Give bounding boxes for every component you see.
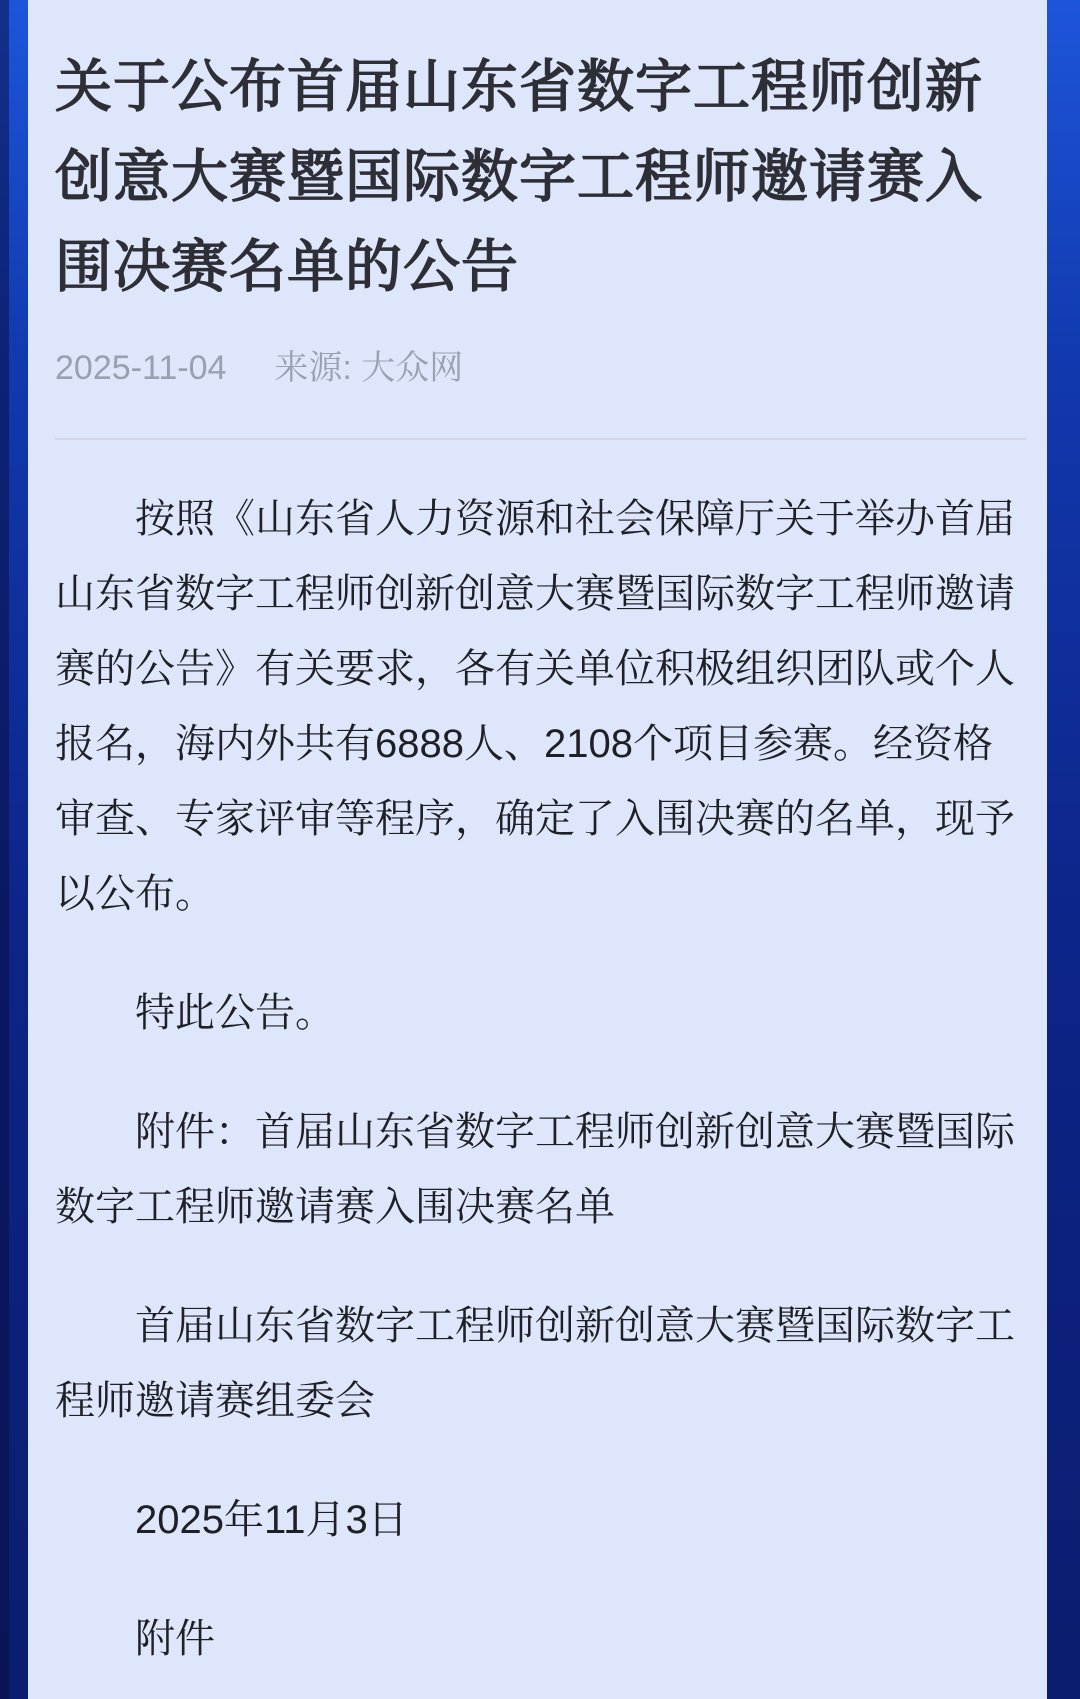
paragraph xyxy=(55,1289,1015,1439)
publish-date: 2025-11-04 xyxy=(55,349,227,387)
title-line: 关于公布首届山东省数字工程师创新 xyxy=(55,55,983,119)
attachment-label: 附件 xyxy=(135,1617,215,1661)
paragraph-line: 按照《山东省人力资源和社会保障厅关于举办首届 xyxy=(135,497,1015,541)
article-title xyxy=(55,42,1010,312)
source-label: 来源: 大众网 xyxy=(274,349,464,387)
paragraph-line: 以公布。 xyxy=(55,872,215,916)
paragraph xyxy=(55,976,1010,1051)
divider xyxy=(55,438,1027,440)
paragraph-line: 程师邀请赛组委会 xyxy=(55,1379,375,1423)
paragraph-line: 附件：首届山东省数字工程师创新创意大赛暨国际 xyxy=(135,1110,1015,1154)
article-card xyxy=(28,0,1047,1699)
paragraph xyxy=(55,1602,1010,1677)
paragraph-line: 山东省数字工程师创新创意大赛暨国际数字工程师邀请 xyxy=(55,572,1015,616)
title-line: 创意大赛暨国际数字工程师邀请赛入 xyxy=(55,145,983,209)
paragraph xyxy=(55,1483,1010,1558)
paragraph xyxy=(55,482,1015,932)
article-body xyxy=(55,482,1015,1677)
paragraph-line: 赛的公告》有关要求，各有关单位积极组织团队或个人 xyxy=(55,647,1015,691)
left-edge-shade xyxy=(0,0,9,1699)
paragraph-line: 数字工程师邀请赛入围决赛名单 xyxy=(55,1185,615,1229)
title-line: 围决赛名单的公告 xyxy=(55,235,519,299)
paragraph-line: 特此公告。 xyxy=(135,991,335,1035)
paragraph-line: 报名，海内外共有6888人、2108个项目参赛。经资格 xyxy=(55,722,993,766)
signature-date: 2025年11月3日 xyxy=(135,1498,408,1542)
paragraph xyxy=(55,1095,1015,1245)
paragraph-line: 首届山东省数字工程师创新创意大赛暨国际数字工 xyxy=(135,1304,1015,1348)
paragraph-line: 审查、专家评审等程序，确定了入围决赛的名单，现予 xyxy=(55,797,1015,841)
article-meta xyxy=(55,346,1010,390)
